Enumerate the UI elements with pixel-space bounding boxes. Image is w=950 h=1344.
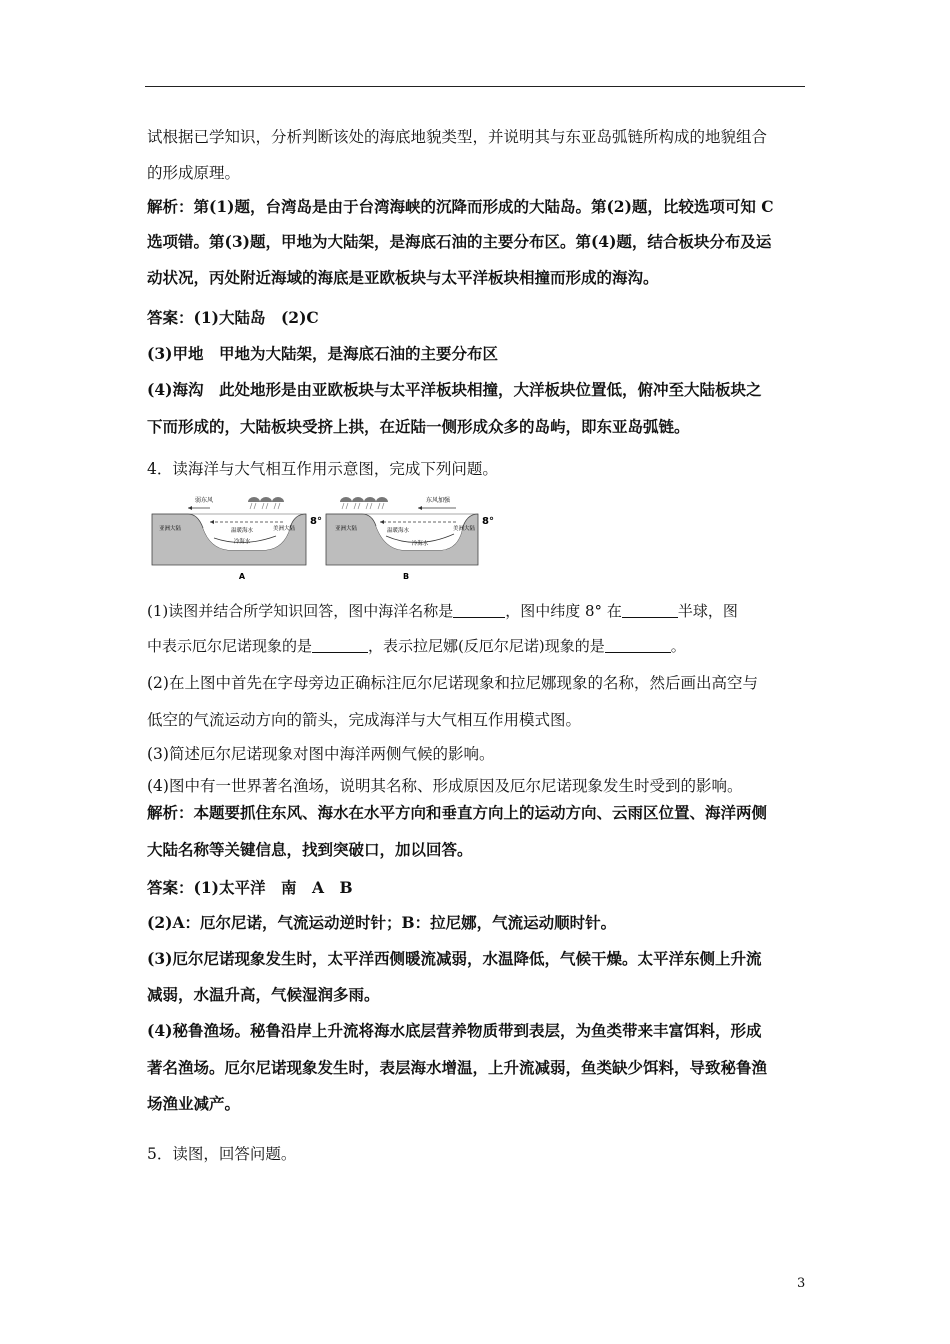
q1-text-f: 。 bbox=[670, 637, 686, 655]
text-line: (3)甲地 甲地为大陆架，是海底石油的主要分布区 bbox=[147, 344, 498, 363]
header-rule bbox=[145, 86, 805, 87]
panel-a-letter: A bbox=[238, 572, 246, 581]
text-line: 4．读海洋与大气相互作用示意图，完成下列问题。 bbox=[147, 460, 498, 478]
q1-text-e: ，表示拉尼娜(反厄尔尼诺)现象的是 bbox=[368, 637, 605, 655]
answer-blank[interactable] bbox=[605, 638, 671, 653]
panel-a-right-land: 美洲大陆 bbox=[272, 526, 296, 532]
text-line: (3)厄尔尼诺现象发生时，太平洋西侧暖流减弱，水温降低，气候干燥。太平洋东侧上升流 bbox=[147, 949, 762, 968]
text-line: 5．读图，回答问题。 bbox=[147, 1145, 297, 1163]
text-line: 解析：第(1)题，台湾岛是由于台湾海峡的沉降而形成的大陆岛。第(2)题，比较选项可知 C bbox=[147, 197, 774, 216]
text-line: 答案：(1)太平洋 南 A B bbox=[147, 878, 353, 897]
text-line: 动状况，丙处附近海域的海底是亚欧板块与太平洋板块相撞而形成的海沟。 bbox=[147, 268, 659, 287]
q1-text-a: (1)读图并结合所学知识回答，图中海洋名称是 bbox=[147, 602, 454, 620]
panel-b-warm-label: 温暖海水 bbox=[386, 528, 410, 534]
text-line: (2)A：厄尔尼诺，气流运动逆时针；B：拉尼娜，气流运动顺时针。 bbox=[147, 913, 617, 932]
answer-blank[interactable] bbox=[312, 638, 368, 653]
text-line: (2)在上图中首先在字母旁边正确标注厄尔尼诺现象和拉尼娜现象的名称，然后画出高空与 bbox=[147, 674, 758, 692]
page-number: 3 bbox=[797, 1276, 806, 1291]
text-line: 大陆名称等关键信息，找到突破口，加以回答。 bbox=[147, 840, 473, 859]
panel-a-latitude: 8° bbox=[310, 516, 322, 527]
text-line: (3)简述厄尔尼诺现象对图中海洋两侧气候的影响。 bbox=[147, 745, 495, 763]
panel-b-letter: B bbox=[402, 572, 410, 581]
panel-b-wind-label: 东风加强 bbox=[425, 497, 451, 504]
text-line: 试根据已学知识，分析判断该处的海底地貌类型，并说明其与东亚岛弧链所构成的地貌组合 bbox=[147, 128, 768, 146]
text-line: 的形成原理。 bbox=[147, 164, 241, 182]
q1-text-b: ，图中纬度 8° 在 bbox=[505, 602, 622, 620]
text-line: 减弱，水温升高，气候湿润多雨。 bbox=[147, 985, 380, 1004]
question-1-line-1 bbox=[147, 601, 738, 621]
text-line: 解析：本题要抓住东风、海水在水平方向和垂直方向上的运动方向、云雨区位置、海洋两侧 bbox=[147, 803, 768, 822]
text-line: 答案：(1)大陆岛 (2)C bbox=[147, 308, 319, 327]
ocean-atmosphere-diagram bbox=[148, 490, 498, 590]
answer-blank[interactable] bbox=[622, 603, 678, 618]
text-line: (4)图中有一世界著名渔场，说明其名称、形成原因及厄尔尼诺现象发生时受到的影响。 bbox=[147, 777, 743, 795]
q1-text-d: 中表示厄尔尼诺现象的是 bbox=[147, 637, 313, 655]
q1-text-c: 半球，图 bbox=[677, 602, 738, 620]
panel-a-wind-label: 弱东风 bbox=[194, 497, 214, 504]
text-line: 著名渔场。厄尔尼诺现象发生时，表层海水增温，上升流减弱，鱼类缺少饵料，导致秘鲁渔 bbox=[147, 1058, 768, 1077]
text-line: 下而形成的，大陆板块受挤上拱，在近陆一侧形成众多的岛屿，即东亚岛弧链。 bbox=[147, 417, 690, 436]
panel-a-warm-label: 温暖海水 bbox=[230, 528, 254, 534]
text-line: (4)海沟 此处地形是由亚欧板块与太平洋板块相撞，大洋板块位置低，俯冲至大陆板块之 bbox=[147, 380, 762, 399]
panel-b-latitude: 8° bbox=[482, 516, 494, 527]
answer-blank[interactable] bbox=[453, 603, 505, 618]
panel-a-left-land: 亚洲大陆 bbox=[158, 526, 182, 532]
text-line: 选项错。第(3)题，甲地为大陆架，是海底石油的主要分布区。第(4)题，结合板块分布及运 bbox=[147, 232, 772, 251]
panel-b bbox=[326, 496, 494, 581]
panel-a-cold-label: 冷海水 bbox=[233, 539, 251, 545]
question-1-line-2 bbox=[147, 636, 686, 656]
panel-b-cold-label: 冷海水 bbox=[411, 541, 429, 547]
text-line: 低空的气流运动方向的箭头，完成海洋与大气相互作用模式图。 bbox=[147, 711, 582, 729]
text-line: 场渔业减产。 bbox=[147, 1094, 241, 1113]
panel-b-left-land: 亚洲大陆 bbox=[334, 526, 358, 532]
panel-b-right-land: 美洲大陆 bbox=[452, 526, 476, 532]
panel-a bbox=[152, 496, 322, 581]
text-line: (4)秘鲁渔场。秘鲁沿岸上升流将海水底层营养物质带到表层，为鱼类带来丰富饵料，形成 bbox=[147, 1021, 762, 1040]
